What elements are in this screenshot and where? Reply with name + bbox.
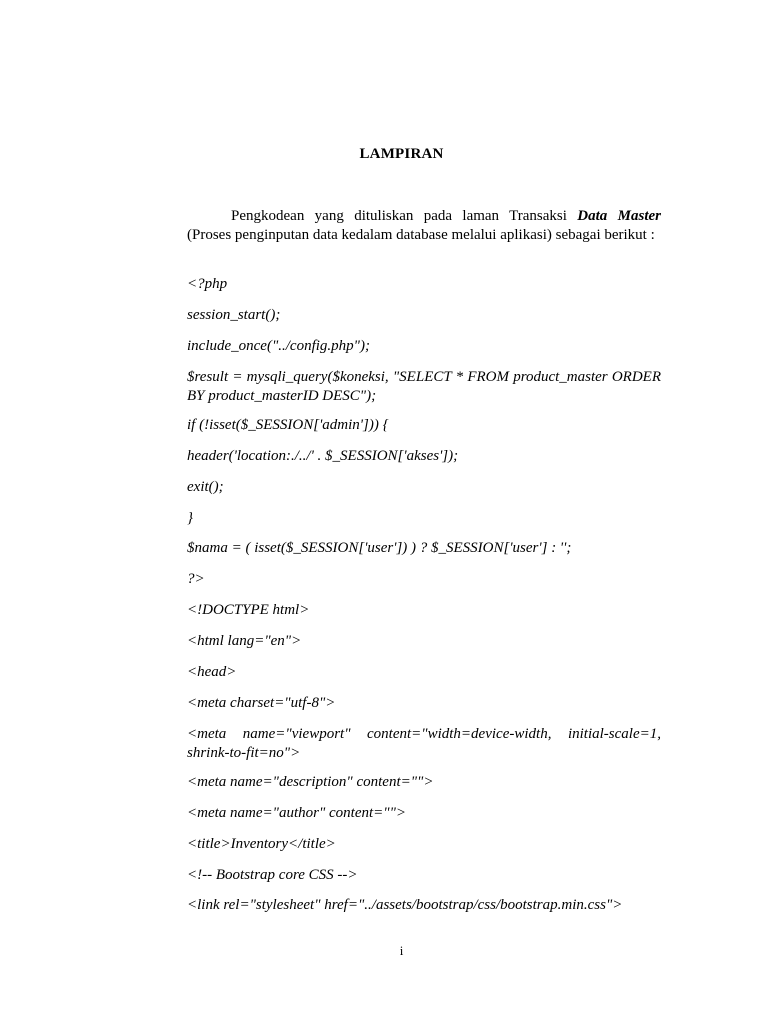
code-line: <!DOCTYPE html> (187, 602, 310, 618)
code-line: $result = mysqli_query($koneksi, "SELECT * FROM product_master ORDER BY product_masterID DESC"); (187, 369, 661, 404)
code-line: <!-- Bootstrap core CSS --> (187, 867, 358, 883)
code-line: $nama = ( isset($_SESSION['user']) ) ? $_SESSION['user'] : ''; (187, 540, 572, 556)
page-number: i (399, 943, 404, 958)
code-line: <meta charset="utf-8"> (187, 695, 336, 711)
code-line: session_start(); (187, 307, 281, 323)
intro-paragraph (187, 207, 661, 245)
code-line: exit(); (187, 479, 224, 495)
code-line: include_once("../config.php"); (187, 338, 370, 354)
code-line: <meta name="author" content=""> (187, 805, 406, 821)
code-line: } (187, 510, 193, 526)
intro-text-before: Pengkodean yang dituliskan pada laman Transaksi (231, 208, 578, 224)
code-line: <link rel="stylesheet" href="../assets/bootstrap/css/bootstrap.min.css"> (187, 897, 623, 913)
code-line: <?php (187, 276, 228, 292)
page-title: LAMPIRAN (359, 146, 444, 162)
code-line: <html lang="en"> (187, 633, 302, 649)
code-line: header('location:./../' . $_SESSION['akses']); (187, 448, 459, 464)
code-line: <head> (187, 664, 237, 680)
code-line: ?> (187, 571, 205, 587)
intro-text-after: (Proses penginputan data kedalam database melalui aplikasi) sebagai berikut : (187, 227, 655, 243)
code-line: <meta name="viewport" content="width=device-width, initial-scale=1, shrink-to-fit=no"> (187, 726, 661, 761)
code-line: if (!isset($_SESSION['admin'])) { (187, 417, 389, 433)
intro-emphasis: Data Master (577, 208, 661, 224)
code-line: <meta name="description" content=""> (187, 774, 434, 790)
code-line: <title>Inventory</title> (187, 836, 336, 852)
